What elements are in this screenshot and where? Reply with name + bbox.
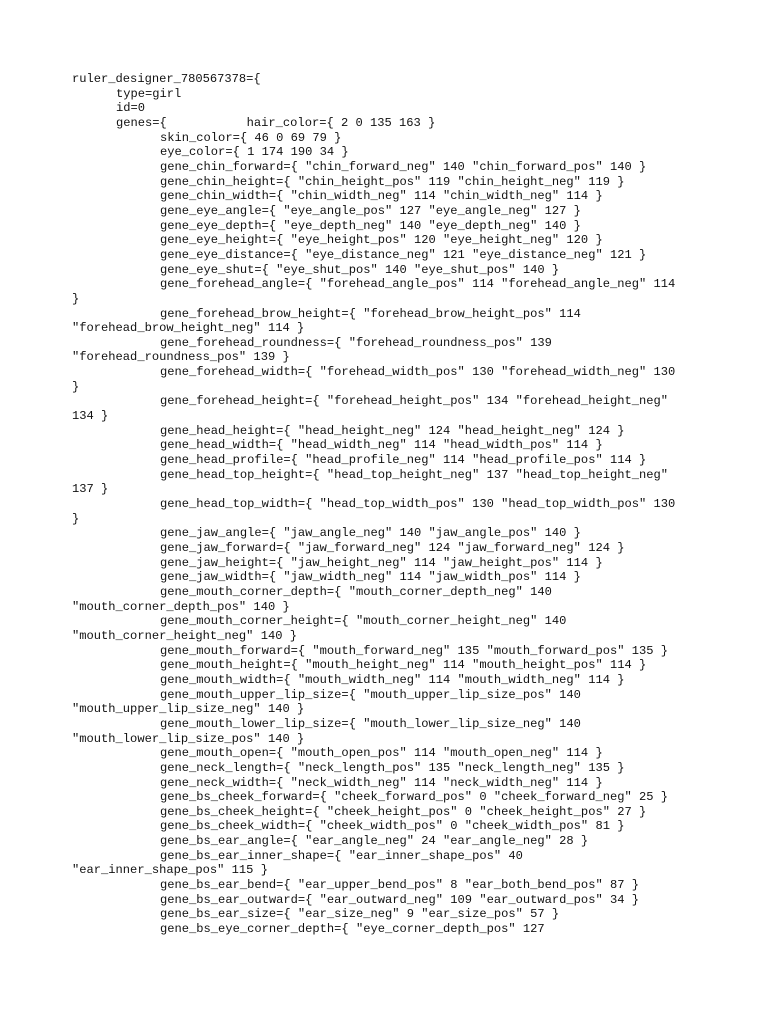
code-line: gene_bs_cheek_height={ "cheek_height_pos" 0 "cheek_height_pos" 27 } [160, 804, 647, 819]
code-line: 134 } [72, 409, 109, 424]
code-line: gene_eye_angle={ "eye_angle_pos" 127 "eye_angle_neg" 127 } [160, 203, 581, 218]
code-line: gene_mouth_corner_depth={ "mouth_corner_depth_neg" 140 [160, 584, 552, 599]
code-line: } [72, 511, 80, 526]
code-line: "mouth_upper_lip_size_neg" 140 } [72, 702, 305, 717]
code-line: gene_head_top_height={ "head_top_height_neg" 137 "head_top_height_neg" [160, 467, 669, 482]
code-line: gene_neck_width={ "neck_width_neg" 114 "neck_width_neg" 114 } [160, 775, 603, 790]
code-line: gene_forehead_height={ "forehead_height_pos" 134 "forehead_height_neg" [160, 394, 669, 409]
code-line: gene_mouth_width={ "mouth_width_neg" 114 "mouth_width_neg" 114 } [160, 672, 625, 687]
code-line: eye_color={ 1 174 190 34 } [160, 145, 349, 160]
code-line: } [72, 379, 80, 394]
code-line: "forehead_brow_height_neg" 114 } [72, 321, 305, 336]
code-line: "mouth_lower_lip_size_pos" 140 } [72, 731, 305, 746]
code-line: gene_head_top_width={ "head_top_width_pos" 130 "head_top_width_pos" 130 [160, 497, 676, 512]
code-line: gene_bs_ear_size={ "ear_size_neg" 9 "ear_size_pos" 57 } [160, 907, 560, 922]
code-line: gene_forehead_angle={ "forehead_angle_pos" 114 "forehead_angle_neg" 114 [160, 277, 676, 292]
code-line: gene_eye_shut={ "eye_shut_pos" 140 "eye_shut_pos" 140 } [160, 262, 560, 277]
code-line: gene_mouth_open={ "mouth_open_pos" 114 "mouth_open_neg" 114 } [160, 746, 603, 761]
code-line: gene_neck_length={ "neck_length_pos" 135 "neck_length_neg" 135 } [160, 760, 625, 775]
code-line: gene_forehead_brow_height={ "forehead_brow_height_pos" 114 [160, 306, 581, 321]
code-line: gene_bs_eye_corner_depth={ "eye_corner_depth_pos" 127 [160, 922, 545, 937]
code-line: 137 } [72, 482, 109, 497]
code-line: type=girl [116, 86, 182, 101]
code-line: gene_jaw_height={ "jaw_height_neg" 114 "jaw_height_pos" 114 } [160, 555, 603, 570]
code-line: gene_head_width={ "head_width_neg" 114 "head_width_pos" 114 } [160, 438, 603, 453]
code-line: gene_mouth_forward={ "mouth_forward_neg" 135 "mouth_forward_pos" 135 } [160, 643, 669, 658]
code-text-block [72, 72, 708, 937]
code-line: gene_jaw_width={ "jaw_width_neg" 114 "jaw_width_pos" 114 } [160, 570, 581, 585]
code-line: gene_eye_height={ "eye_height_pos" 120 "eye_height_neg" 120 } [160, 233, 603, 248]
code-line: ruler_designer_780567378={ [72, 72, 261, 86]
code-line: gene_bs_ear_outward={ "ear_outward_neg" 109 "ear_outward_pos" 34 } [160, 892, 639, 907]
code-line: gene_bs_cheek_forward={ "cheek_forward_pos" 0 "cheek_forward_neg" 25 } [160, 790, 669, 805]
code-line: gene_chin_height={ "chin_height_pos" 119 "chin_height_neg" 119 } [160, 174, 625, 189]
code-line: "ear_inner_shape_pos" 115 } [72, 863, 268, 878]
code-line: gene_bs_ear_angle={ "ear_angle_neg" 24 "ear_angle_neg" 28 } [160, 834, 589, 849]
code-line: skin_color={ 46 0 69 79 } [160, 130, 342, 145]
code-line: genes={ hair_color={ 2 0 135 163 } [116, 115, 436, 130]
code-line: } [72, 291, 80, 306]
code-line: gene_bs_ear_bend={ "ear_upper_bend_pos" 8 "ear_both_bend_pos" 87 } [160, 878, 639, 893]
code-line: gene_eye_distance={ "eye_distance_neg" 121 "eye_distance_neg" 121 } [160, 247, 647, 262]
code-line: gene_eye_depth={ "eye_depth_neg" 140 "eye_depth_neg" 140 } [160, 218, 581, 233]
code-line: gene_head_profile={ "head_profile_neg" 114 "head_profile_pos" 114 } [160, 453, 647, 468]
code-line: gene_forehead_width={ "forehead_width_pos" 130 "forehead_width_neg" 130 [160, 365, 676, 380]
code-line: id=0 [116, 101, 146, 116]
code-line: gene_forehead_roundness={ "forehead_roundness_pos" 139 [160, 335, 552, 350]
document-page [72, 72, 708, 937]
code-line: gene_jaw_forward={ "jaw_forward_neg" 124 "jaw_forward_neg" 124 } [160, 541, 625, 555]
code-line: gene_jaw_angle={ "jaw_angle_neg" 140 "jaw_angle_pos" 140 } [160, 526, 581, 541]
code-line: "mouth_corner_depth_pos" 140 } [72, 599, 290, 614]
code-line: gene_chin_forward={ "chin_forward_neg" 140 "chin_forward_pos" 140 } [160, 159, 647, 174]
code-line: gene_bs_cheek_width={ "cheek_width_pos" 0 "cheek_width_pos" 81 } [160, 819, 625, 834]
code-line: "forehead_roundness_pos" 139 } [72, 350, 290, 365]
code-line: gene_mouth_lower_lip_size={ "mouth_lower_lip_size_neg" 140 [160, 716, 581, 731]
code-line: gene_mouth_upper_lip_size={ "mouth_upper_lip_size_pos" 140 [160, 687, 581, 702]
code-line: gene_mouth_corner_height={ "mouth_corner_height_neg" 140 [160, 614, 567, 629]
code-line: "mouth_corner_height_neg" 140 } [72, 628, 297, 643]
code-line: gene_bs_ear_inner_shape={ "ear_inner_shape_pos" 40 [160, 848, 523, 863]
code-line: gene_chin_width={ "chin_width_neg" 114 "chin_width_neg" 114 } [160, 189, 603, 204]
code-line: gene_mouth_height={ "mouth_height_neg" 114 "mouth_height_pos" 114 } [160, 658, 647, 673]
code-line: gene_head_height={ "head_height_neg" 124 "head_height_neg" 124 } [160, 423, 625, 438]
